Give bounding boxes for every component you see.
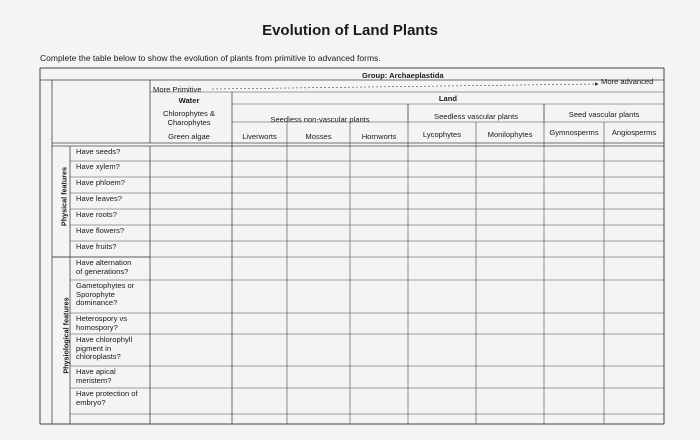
row-label: Gametophytes or bbox=[76, 281, 135, 290]
col-angiosperms: Angiosperms bbox=[611, 128, 657, 137]
col-hornworts: Hornworts bbox=[361, 132, 397, 141]
row-label: Have flowers? bbox=[76, 226, 125, 235]
more-advanced-label: More advanced bbox=[601, 77, 654, 86]
land-label: Land bbox=[438, 94, 458, 103]
grid-line bbox=[212, 84, 598, 89]
more-primitive-label: More Primitive bbox=[153, 85, 202, 94]
col-monilophytes: Monilophytes bbox=[487, 130, 533, 139]
seedless-vascular-label: Seedless vascular plants bbox=[434, 112, 518, 121]
page-title: Evolution of Land Plants bbox=[262, 22, 438, 39]
row-label: Have apical bbox=[76, 367, 116, 376]
chlorophytes-label-2: Charophytes bbox=[167, 118, 211, 127]
green-algae-label: Green algae bbox=[168, 132, 210, 141]
col-gymnosperms: Gymnosperms bbox=[549, 128, 599, 137]
row-label: Have fruits? bbox=[76, 242, 117, 251]
row-label: pigment in bbox=[76, 343, 112, 353]
instructions: Complete the table below to show the evolution of plants from primitive to advanced forms. bbox=[40, 53, 381, 63]
row-label: Have leaves? bbox=[76, 194, 123, 203]
row-label: Have phloem? bbox=[76, 178, 125, 187]
col-liverworts: Liverworts bbox=[242, 132, 277, 141]
row-label: embryo? bbox=[76, 397, 106, 407]
row-label: Have chlorophyll bbox=[76, 335, 133, 344]
chlorophytes-label-1: Chlorophytes & bbox=[163, 109, 215, 118]
row-label: Sporophyte bbox=[76, 289, 115, 299]
row-label: Have xylem? bbox=[76, 162, 120, 171]
physical-features-label: Physical features bbox=[59, 166, 69, 227]
row-label: Have seeds? bbox=[76, 147, 121, 156]
group-label: Group: Archaeplastida bbox=[362, 71, 444, 80]
row-label: of generations? bbox=[76, 266, 129, 276]
row-label: Heterospory vs bbox=[76, 314, 128, 323]
row-label: chloroplasts? bbox=[76, 352, 121, 362]
seed-vascular-label: Seed vascular plants bbox=[568, 110, 640, 119]
physiological-features-label: Physiological features bbox=[61, 297, 71, 374]
row-label: Have protection of bbox=[76, 389, 138, 398]
water-label: Water bbox=[178, 96, 200, 105]
col-lycophytes: Lycophytes bbox=[422, 130, 462, 139]
row-label: homospory? bbox=[76, 322, 118, 332]
row-label: meristem? bbox=[76, 375, 112, 385]
seedless-nonvascular-label: Seedless non-vascular plants bbox=[270, 115, 370, 124]
row-label: Have roots? bbox=[76, 210, 117, 219]
row-label: dominance? bbox=[76, 298, 118, 308]
row-label: Have alternation bbox=[76, 258, 132, 267]
col-mosses: Mosses bbox=[305, 132, 332, 141]
